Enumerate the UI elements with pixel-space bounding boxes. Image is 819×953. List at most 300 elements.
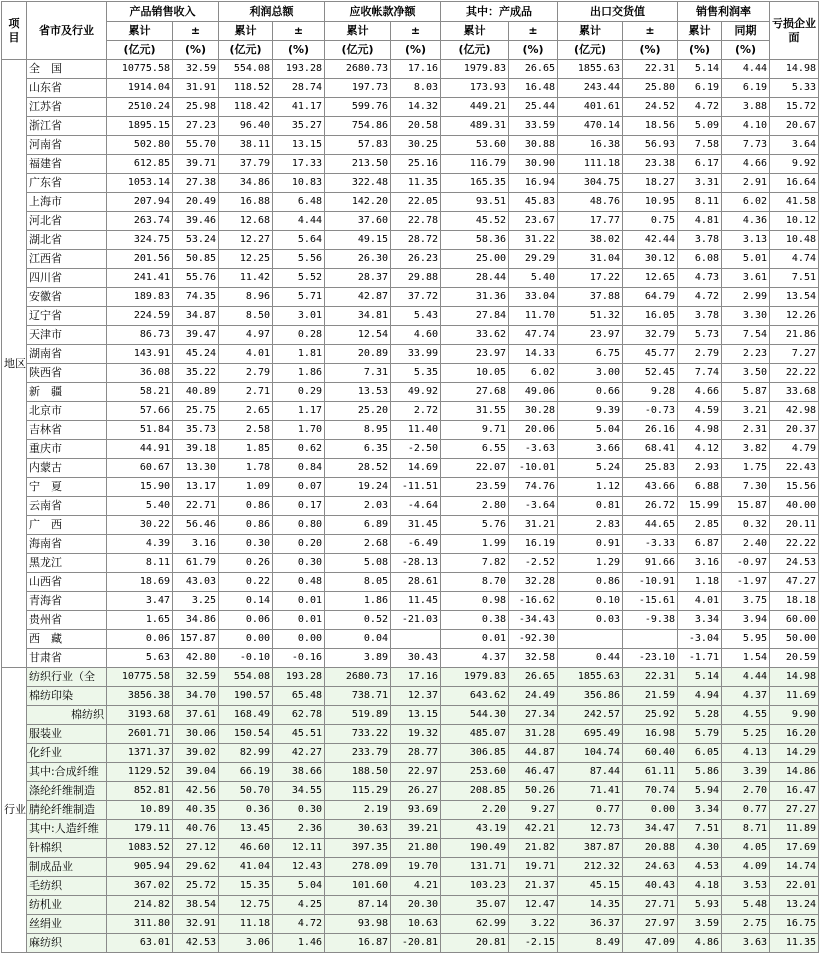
table-row: [2, 801, 819, 820]
table-cell: 50.70: [219, 782, 273, 801]
table-cell: 56.93: [623, 136, 678, 155]
table-cell: 42.56: [173, 782, 219, 801]
table-cell: 0.28: [273, 326, 325, 345]
unit-pct: (%): [273, 41, 325, 60]
table-cell: 3.63: [722, 934, 770, 953]
table-cell: 4.97: [219, 326, 273, 345]
row-label: 腈纶纤维制造: [27, 801, 107, 820]
table-cell: 42.21: [509, 820, 558, 839]
table-cell: 0.00: [273, 630, 325, 649]
table-cell: 3.39: [722, 763, 770, 782]
table-cell: 22.22: [770, 535, 819, 554]
table-cell: 8.70: [441, 573, 509, 592]
table-row: [2, 421, 819, 440]
table-cell: 25.75: [173, 402, 219, 421]
table-cell: 23.59: [441, 478, 509, 497]
table-cell: 4.72: [273, 915, 325, 934]
table-row: [2, 554, 819, 573]
subheader-pm: ±: [173, 22, 219, 41]
table-cell: 24.63: [623, 858, 678, 877]
table-cell: 4.66: [678, 383, 722, 402]
table-cell: [623, 630, 678, 649]
table-cell: 449.21: [441, 98, 509, 117]
table-cell: -92.30: [509, 630, 558, 649]
table-cell: 38.66: [273, 763, 325, 782]
row-label: 针棉织: [27, 839, 107, 858]
table-cell: 61.11: [623, 763, 678, 782]
table-cell: 224.59: [107, 307, 173, 326]
table-cell: 9.39: [558, 402, 623, 421]
table-cell: 42.80: [173, 649, 219, 668]
table-cell: 43.03: [173, 573, 219, 592]
table-cell: 32.59: [173, 668, 219, 687]
unit-yi: (亿元): [558, 41, 623, 60]
table-cell: 35.27: [273, 117, 325, 136]
table-cell: 38.02: [558, 231, 623, 250]
table-cell: 6.89: [325, 516, 391, 535]
table-cell: 11.18: [219, 915, 273, 934]
table-cell: -15.61: [623, 592, 678, 611]
table-cell: 3.53: [722, 877, 770, 896]
table-cell: [391, 630, 441, 649]
table-row: [2, 193, 819, 212]
table-cell: -0.10: [219, 649, 273, 668]
table-cell: 86.73: [107, 326, 173, 345]
table-cell: -9.38: [623, 611, 678, 630]
table-cell: 0.06: [219, 611, 273, 630]
table-cell: 2.31: [722, 421, 770, 440]
table-cell: 4.44: [722, 668, 770, 687]
table-cell: 2680.73: [325, 60, 391, 79]
table-cell: 118.42: [219, 98, 273, 117]
row-label: 湖北省: [27, 231, 107, 250]
table-cell: 201.56: [107, 250, 173, 269]
table-cell: 13.17: [173, 478, 219, 497]
table-cell: 8.03: [391, 79, 441, 98]
table-cell: 0.77: [722, 801, 770, 820]
table-cell: 263.74: [107, 212, 173, 231]
table-cell: 0.07: [273, 478, 325, 497]
row-label: 江西省: [27, 250, 107, 269]
table-cell: 0.75: [623, 212, 678, 231]
table-cell: 193.28: [273, 668, 325, 687]
table-cell: 233.79: [325, 744, 391, 763]
table-cell: 37.88: [558, 288, 623, 307]
table-cell: 7.73: [722, 136, 770, 155]
table-cell: 5.63: [107, 649, 173, 668]
table-cell: 0.00: [623, 801, 678, 820]
table-cell: 1053.14: [107, 174, 173, 193]
table-cell: 13.30: [173, 459, 219, 478]
table-row: [2, 668, 819, 687]
row-label: 河北省: [27, 212, 107, 231]
table-cell: 13.15: [391, 706, 441, 725]
subheader-pm: ±: [509, 22, 558, 41]
table-cell: 20.06: [509, 421, 558, 440]
table-cell: 519.89: [325, 706, 391, 725]
table-cell: 0.14: [219, 592, 273, 611]
table-cell: 8.11: [678, 193, 722, 212]
table-cell: 2.99: [722, 288, 770, 307]
table-cell: 4.12: [678, 440, 722, 459]
table-cell: 1.81: [273, 345, 325, 364]
table-cell: 1979.83: [441, 668, 509, 687]
table-cell: 8.96: [219, 288, 273, 307]
table-cell: 2680.73: [325, 668, 391, 687]
table-cell: 3.30: [722, 307, 770, 326]
subheader-pm: ±: [623, 22, 678, 41]
table-cell: 4.21: [391, 877, 441, 896]
table-cell: -20.81: [391, 934, 441, 953]
table-cell: 87.44: [558, 763, 623, 782]
table-cell: 2.65: [219, 402, 273, 421]
table-cell: 3.25: [173, 592, 219, 611]
table-cell: 5.95: [722, 630, 770, 649]
table-cell: 15.90: [107, 478, 173, 497]
table-cell: 3.50: [722, 364, 770, 383]
table-cell: 60.00: [770, 611, 819, 630]
table-cell: 50.85: [173, 250, 219, 269]
table-cell: 3.22: [509, 915, 558, 934]
header-project-label: 项目: [8, 16, 20, 44]
table-cell: 0.44: [558, 649, 623, 668]
table-cell: 3.59: [678, 915, 722, 934]
table-cell: 10.95: [623, 193, 678, 212]
table-cell: 0.86: [558, 573, 623, 592]
table-cell: 39.02: [173, 744, 219, 763]
table-cell: 82.99: [219, 744, 273, 763]
table-cell: 4.25: [273, 896, 325, 915]
table-cell: -3.33: [623, 535, 678, 554]
table-cell: 96.40: [219, 117, 273, 136]
table-cell: 22.78: [391, 212, 441, 231]
header-export: 出口交货值: [558, 2, 678, 22]
table-cell: 695.49: [558, 725, 623, 744]
table-cell: 25.92: [623, 706, 678, 725]
table-cell: 3.75: [722, 592, 770, 611]
table-cell: 28.72: [391, 231, 441, 250]
table-cell: 12.68: [219, 212, 273, 231]
table-cell: 4.94: [678, 687, 722, 706]
table-cell: 22.01: [770, 877, 819, 896]
table-cell: 2.68: [325, 535, 391, 554]
table-cell: 0.01: [273, 592, 325, 611]
table-cell: 4.74: [770, 250, 819, 269]
table-cell: 39.04: [173, 763, 219, 782]
table-cell: 14.33: [509, 345, 558, 364]
table-cell: 25.83: [623, 459, 678, 478]
row-label: 海南省: [27, 535, 107, 554]
table-cell: 243.44: [558, 79, 623, 98]
table-cell: 0.20: [273, 535, 325, 554]
table-cell: 5.40: [107, 497, 173, 516]
table-cell: 0.29: [273, 383, 325, 402]
subheader-cumulative: 累计: [325, 22, 391, 41]
table-cell: 0.30: [273, 801, 325, 820]
table-cell: 30.90: [509, 155, 558, 174]
table-cell: 24.49: [509, 687, 558, 706]
table-cell: 2510.24: [107, 98, 173, 117]
row-label: 服装业: [27, 725, 107, 744]
table-cell: 65.48: [273, 687, 325, 706]
table-cell: 5.04: [273, 877, 325, 896]
row-label: 黑龙江: [27, 554, 107, 573]
table-cell: 8.71: [722, 820, 770, 839]
table-cell: 5.64: [273, 231, 325, 250]
table-cell: 20.81: [441, 934, 509, 953]
table-cell: 21.37: [509, 877, 558, 896]
table-cell: 57.83: [325, 136, 391, 155]
table-cell: 60.40: [623, 744, 678, 763]
table-row: [2, 440, 819, 459]
table-cell: 2601.71: [107, 725, 173, 744]
table-cell: 39.18: [173, 440, 219, 459]
table-cell: 9.71: [441, 421, 509, 440]
table-cell: 0.36: [219, 801, 273, 820]
table-cell: 3.64: [770, 136, 819, 155]
table-cell: 103.23: [441, 877, 509, 896]
table-cell: 4.72: [678, 98, 722, 117]
table-cell: 2.23: [722, 345, 770, 364]
table-cell: 311.80: [107, 915, 173, 934]
table-cell: 2.83: [558, 516, 623, 535]
table-cell: 0.06: [107, 630, 173, 649]
table-cell: 11.45: [391, 592, 441, 611]
table-cell: 116.79: [441, 155, 509, 174]
table-row: [2, 649, 819, 668]
table-cell: 20.67: [770, 117, 819, 136]
table-cell: 5.93: [678, 896, 722, 915]
table-cell: 599.76: [325, 98, 391, 117]
table-cell: 40.89: [173, 383, 219, 402]
table-cell: 16.38: [558, 136, 623, 155]
table-cell: 12.11: [273, 839, 325, 858]
table-cell: 28.77: [391, 744, 441, 763]
table-cell: 21.82: [509, 839, 558, 858]
table-cell: 4.39: [107, 535, 173, 554]
table-cell: 188.50: [325, 763, 391, 782]
table-cell: 51.84: [107, 421, 173, 440]
row-label: 内蒙古: [27, 459, 107, 478]
table-cell: 470.14: [558, 117, 623, 136]
table-cell: 28.74: [273, 79, 325, 98]
table-cell: 43.66: [623, 478, 678, 497]
table-cell: 6.88: [678, 478, 722, 497]
table-cell: 10775.58: [107, 668, 173, 687]
table-cell: 241.41: [107, 269, 173, 288]
table-cell: 14.35: [558, 896, 623, 915]
table-cell: 40.00: [770, 497, 819, 516]
table-cell: 3.21: [722, 402, 770, 421]
table-cell: 0.52: [325, 611, 391, 630]
row-label: 其中:人造纤维: [27, 820, 107, 839]
table-cell: 1.70: [273, 421, 325, 440]
table-cell: 39.47: [173, 326, 219, 345]
table-cell: 1.99: [441, 535, 509, 554]
table-cell: 193.28: [273, 60, 325, 79]
category-region: 地区: [2, 60, 27, 668]
row-label: 青海省: [27, 592, 107, 611]
table-cell: 27.38: [173, 174, 219, 193]
table-cell: 34.55: [273, 782, 325, 801]
table-cell: 2.91: [722, 174, 770, 193]
row-label: 宁 夏: [27, 478, 107, 497]
table-cell: 10.12: [770, 212, 819, 231]
table-cell: 1371.37: [107, 744, 173, 763]
table-cell: 101.60: [325, 877, 391, 896]
row-label: 纺织行业（全: [27, 668, 107, 687]
table-cell: 74.76: [509, 478, 558, 497]
subheader-cumulative: 累计: [441, 22, 509, 41]
table-cell: 554.08: [219, 668, 273, 687]
row-label: 安徽省: [27, 288, 107, 307]
table-cell: 17.77: [558, 212, 623, 231]
row-label: 上海市: [27, 193, 107, 212]
table-cell: 2.80: [441, 497, 509, 516]
unit-pct: (%): [509, 41, 558, 60]
table-cell: 42.98: [770, 402, 819, 421]
table-cell: 1.12: [558, 478, 623, 497]
table-cell: 30.22: [107, 516, 173, 535]
table-cell: 24.53: [770, 554, 819, 573]
table-cell: 738.71: [325, 687, 391, 706]
table-cell: 30.06: [173, 725, 219, 744]
table-cell: 18.69: [107, 573, 173, 592]
table-cell: 12.26: [770, 307, 819, 326]
table-cell: 12.54: [325, 326, 391, 345]
table-cell: 29.88: [391, 269, 441, 288]
table-cell: 20.11: [770, 516, 819, 535]
table-cell: 7.74: [678, 364, 722, 383]
table-cell: 37.79: [219, 155, 273, 174]
table-cell: 32.91: [173, 915, 219, 934]
table-cell: 3.01: [273, 307, 325, 326]
table-cell: 278.09: [325, 858, 391, 877]
table-row: [2, 934, 819, 953]
table-cell: 20.58: [391, 117, 441, 136]
table-row: [2, 782, 819, 801]
table-cell: 45.52: [441, 212, 509, 231]
table-cell: 10775.58: [107, 60, 173, 79]
table-cell: 502.80: [107, 136, 173, 155]
subheader-cumulative: 累计: [678, 22, 722, 41]
row-label: 广东省: [27, 174, 107, 193]
table-cell: 31.36: [441, 288, 509, 307]
table-row: [2, 820, 819, 839]
table-cell: 190.49: [441, 839, 509, 858]
table-cell: 0.10: [558, 592, 623, 611]
category-industry: 行业: [2, 668, 27, 953]
table-cell: 5.79: [678, 725, 722, 744]
table-cell: 93.51: [441, 193, 509, 212]
table-cell: 4.01: [678, 592, 722, 611]
table-cell: 0.38: [441, 611, 509, 630]
table-cell: 4.05: [722, 839, 770, 858]
table-cell: 26.30: [325, 250, 391, 269]
table-cell: 11.89: [770, 820, 819, 839]
table-cell: 401.61: [558, 98, 623, 117]
table-cell: 852.81: [107, 782, 173, 801]
table-cell: 29.29: [509, 250, 558, 269]
table-cell: 3.16: [173, 535, 219, 554]
table-cell: 62.78: [273, 706, 325, 725]
table-cell: 23.97: [441, 345, 509, 364]
table-cell: 25.00: [441, 250, 509, 269]
table-cell: 18.18: [770, 592, 819, 611]
table-cell: 207.94: [107, 193, 173, 212]
table-cell: 2.40: [722, 535, 770, 554]
table-cell: 16.98: [623, 725, 678, 744]
table-cell: 45.51: [273, 725, 325, 744]
table-cell: 5.86: [678, 763, 722, 782]
table-cell: 26.65: [509, 60, 558, 79]
table-cell: 23.38: [623, 155, 678, 174]
table-cell: 0.77: [558, 801, 623, 820]
table-cell: 44.91: [107, 440, 173, 459]
table-cell: 4.59: [678, 402, 722, 421]
table-cell: 34.86: [219, 174, 273, 193]
table-cell: 489.31: [441, 117, 509, 136]
table-cell: 47.27: [770, 573, 819, 592]
table-cell: 16.87: [325, 934, 391, 953]
table-cell: 905.94: [107, 858, 173, 877]
row-label: 甘肃省: [27, 649, 107, 668]
table-cell: 42.44: [623, 231, 678, 250]
table-cell: -16.62: [509, 592, 558, 611]
table-cell: 6.02: [509, 364, 558, 383]
table-cell: 30.25: [391, 136, 441, 155]
table-cell: 4.37: [722, 687, 770, 706]
table-cell: 53.24: [173, 231, 219, 250]
header-region-industry: 省市及行业: [27, 2, 107, 60]
table-row: [2, 288, 819, 307]
table-cell: 25.44: [509, 98, 558, 117]
table-cell: 4.30: [678, 839, 722, 858]
table-cell: 5.01: [722, 250, 770, 269]
table-cell: 93.98: [325, 915, 391, 934]
table-cell: 30.63: [325, 820, 391, 839]
table-row: [2, 174, 819, 193]
table-cell: 214.82: [107, 896, 173, 915]
table-row: [2, 364, 819, 383]
table-cell: 4.37: [441, 649, 509, 668]
table-cell: 304.75: [558, 174, 623, 193]
table-cell: 1979.83: [441, 60, 509, 79]
table-cell: 3.94: [722, 611, 770, 630]
table-cell: 4.60: [391, 326, 441, 345]
table-cell: 3.34: [678, 801, 722, 820]
table-cell: 11.42: [219, 269, 273, 288]
header-receivables: 应收帐款净额: [325, 2, 441, 22]
header-loss-area: [770, 2, 819, 60]
table-cell: 5.56: [273, 250, 325, 269]
table-cell: 16.20: [770, 725, 819, 744]
table-cell: 5.43: [391, 307, 441, 326]
table-header: [2, 2, 819, 60]
table-cell: 16.47: [770, 782, 819, 801]
table-cell: 17.69: [770, 839, 819, 858]
table-cell: 10.63: [391, 915, 441, 934]
table-cell: 20.59: [770, 649, 819, 668]
table-cell: 306.85: [441, 744, 509, 763]
table-row: [2, 687, 819, 706]
table-cell: 39.21: [391, 820, 441, 839]
table-cell: 27.97: [623, 915, 678, 934]
table-cell: 25.20: [325, 402, 391, 421]
row-label: 北京市: [27, 402, 107, 421]
table-cell: 2.70: [722, 782, 770, 801]
table-cell: 1129.52: [107, 763, 173, 782]
